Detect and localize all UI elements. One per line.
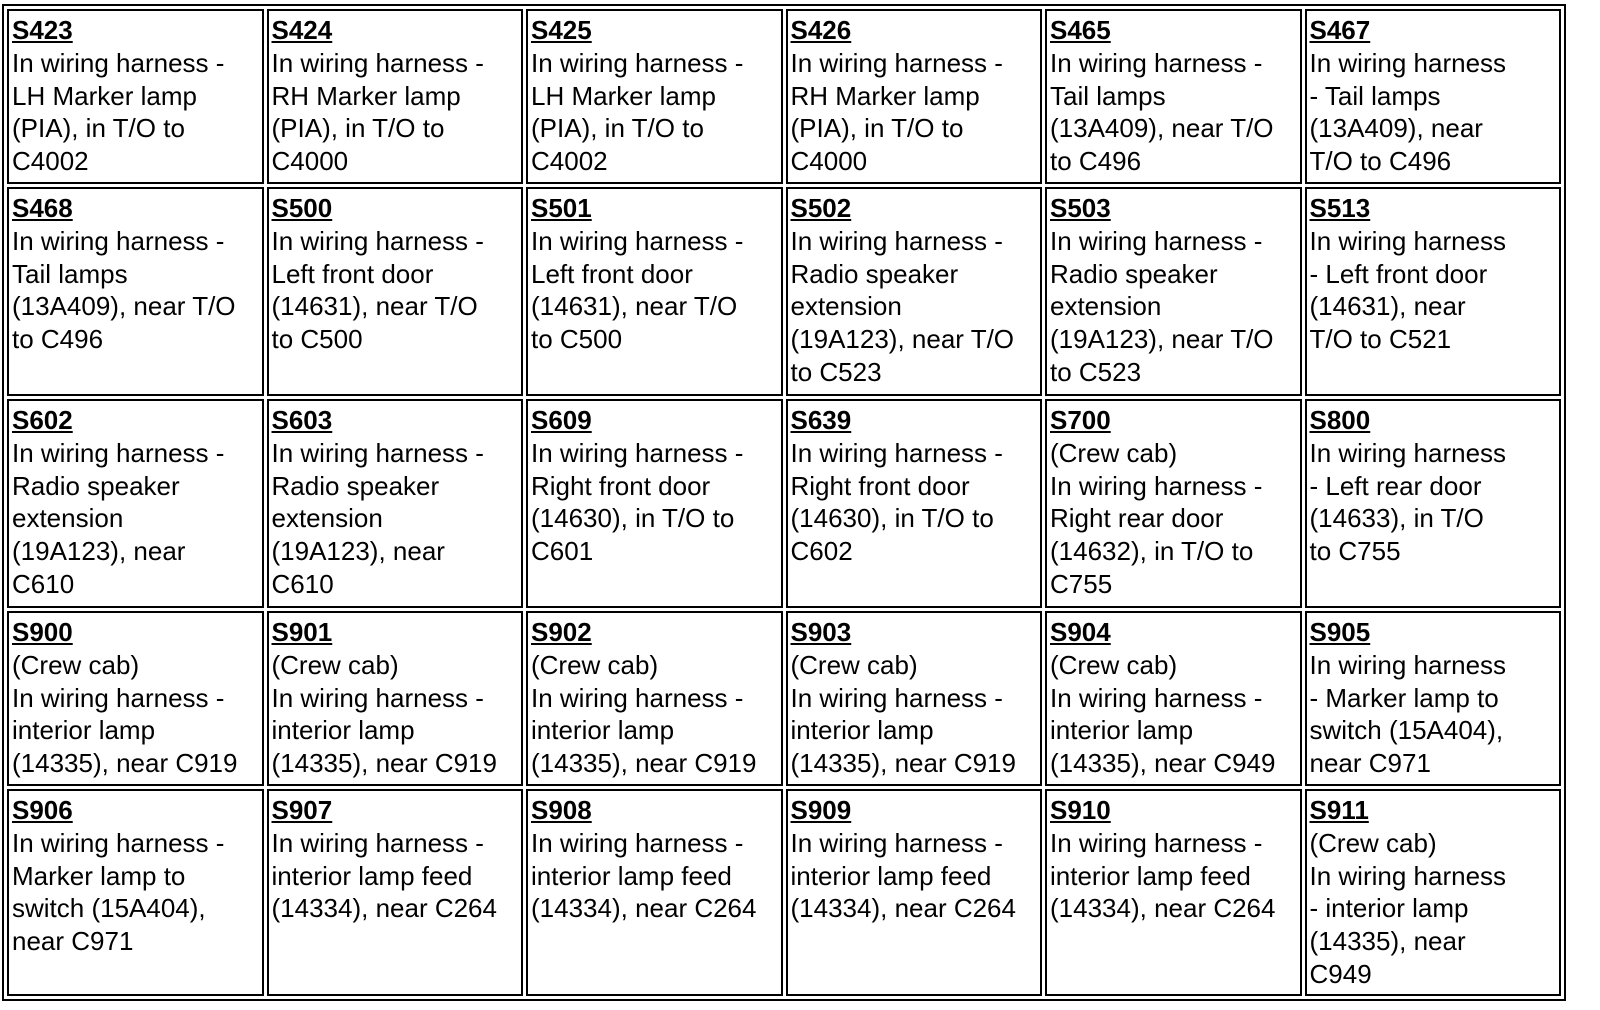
splice-cell [267,611,524,786]
splice-cell [1045,789,1302,996]
splice-id-label: S902 [531,617,592,647]
splice-id-label: S424 [271,15,333,45]
splice-description-line: C4002 [12,146,89,177]
splice-description-line: extension [12,503,124,534]
table-row [7,187,1561,396]
splice-description-line: T/O to C496 [1309,146,1452,177]
splice-description-line: Radio speaker [790,258,959,289]
splice-description-line: In wiring harness - [531,827,744,858]
splice-description-line: C602 [790,536,853,567]
splice-description-line: (19A123), near [271,536,445,567]
splice-id-label: S904 [1050,617,1111,647]
splice-description-line: near C971 [12,926,134,957]
splice-description-line: In wiring harness - [12,437,225,468]
splice-description-line: (14334), near C264 [531,893,757,924]
splice-description-line: to C496 [12,324,104,355]
splice-cell [267,399,524,608]
splice-cell [786,611,1043,786]
splice-description-line: (Crew cab) [271,649,399,680]
splice-description-line: In wiring harness - [790,437,1003,468]
splice-id-label: S426 [790,15,852,45]
splice-description-line: (Crew cab) [1050,437,1178,468]
splice-cell [7,789,264,996]
splice-description-line: to C496 [1050,146,1142,177]
splice-id-label: S909 [790,795,852,825]
splice-id-label: S911 [1309,795,1369,825]
splice-description-line: (PIA), in T/O to [271,113,445,144]
splice-description-line: In wiring harness - [12,827,225,858]
splice-description-line: LH Marker lamp [12,80,197,111]
splice-id-label: S602 [12,405,73,435]
splice-description-line: interior lamp [531,715,675,746]
splice-description-line: In wiring harness [1309,47,1507,78]
splice-description-line: C601 [531,536,594,567]
splice-description-line: In wiring harness - [1050,827,1263,858]
splice-description-line: (14630), in T/O to [790,503,994,534]
splice-cell [1305,399,1562,608]
splice-description-line: Right front door [531,470,711,501]
splice-description-line: interior lamp feed [1050,860,1251,891]
splice-cell [1305,611,1562,786]
splice-cell [526,611,783,786]
splice-id-label: S603 [271,405,333,435]
splice-id-label: S906 [12,795,73,825]
splice-description-line: C4002 [531,146,608,177]
splice-cell [526,789,783,996]
splice-id-label: S425 [531,15,592,45]
splice-cell [786,789,1043,996]
splice-cell [786,9,1043,184]
splice-description-line: LH Marker lamp [531,80,716,111]
splice-description-line: In wiring harness [1309,225,1507,256]
splice-description-line: C4000 [790,146,868,177]
splice-description-line: In wiring harness - [12,682,225,713]
table-row [7,789,1561,996]
splice-description-line: (19A123), near T/O [790,324,1015,355]
splice-id-label: S700 [1050,405,1111,435]
splice-description-line: Left front door [531,258,693,289]
splice-description-line: Right rear door [1050,503,1224,534]
splice-description-line: In wiring harness [1309,437,1507,468]
splice-id-label: S903 [790,617,852,647]
splice-description-line: (PIA), in T/O to [531,113,704,144]
splice-description-line: (PIA), in T/O to [790,113,964,144]
splice-cell [1305,187,1562,396]
splice-cell [7,9,264,184]
splice-description-line: near C971 [1309,748,1431,779]
splice-description-line: (14335), near C949 [1050,748,1276,779]
splice-description-line: - Marker lamp to [1309,682,1499,713]
splice-description-line: (13A409), near T/O [1050,113,1274,144]
splice-id-label: S423 [12,15,73,45]
splice-description-line: (14631), near T/O [271,291,478,322]
splice-cell [267,9,524,184]
splice-description-line: extension [271,503,383,534]
splice-description-line: (14633), in T/O [1309,503,1484,534]
splice-description-line: C610 [271,568,334,599]
splice-description-line: (Crew cab) [1050,649,1178,680]
splice-description-line: Tail lamps [1050,80,1166,111]
splice-cell [7,611,264,786]
splice-id-label: S639 [790,405,852,435]
splice-description-line: interior lamp [271,715,415,746]
splice-description-line: In wiring harness - [1050,47,1263,78]
splice-description-line: In wiring harness - [12,225,225,256]
splice-description-line: Tail lamps [12,258,128,289]
splice-description-line: In wiring harness - [271,47,484,78]
splice-description-line: (Crew cab) [531,649,659,680]
splice-description-line: interior lamp feed [271,860,473,891]
splice-description-line: interior lamp [790,715,934,746]
splice-id-label: S513 [1309,193,1371,223]
splice-cell [267,789,524,996]
splice-description-line: Left front door [271,258,434,289]
splice-cell [786,187,1043,396]
splice-description-line: In wiring harness - [790,682,1003,713]
splice-id-label: S908 [531,795,592,825]
splice-description-line: In wiring harness - [790,827,1003,858]
splice-cell [786,399,1043,608]
splice-description-line: (PIA), in T/O to [12,113,185,144]
splice-description-line: In wiring harness [1309,649,1507,680]
table-row [7,399,1561,608]
splice-cell [267,187,524,396]
splice-description-line: (14630), in T/O to [531,503,735,534]
splice-id-label: S503 [1050,193,1111,223]
splice-description-line: (14334), near C264 [790,893,1016,924]
splice-id-label: S800 [1309,405,1371,435]
splice-description-line: to C500 [531,324,623,355]
splice-description-line: Radio speaker [271,470,440,501]
splice-description-line: (14335), near [1309,926,1466,957]
splice-description-line: Right front door [790,470,970,501]
splice-description-line: (13A409), near [1309,113,1483,144]
table-row [7,611,1561,786]
splice-description-line: interior lamp feed [790,860,992,891]
splice-description-line: In wiring harness - [531,225,744,256]
splice-description-line: (14335), near C919 [12,748,238,779]
splice-description-line: C755 [1050,568,1113,599]
splice-description-line: In wiring harness - [531,437,744,468]
splice-description-line: (14335), near C919 [271,748,497,779]
splice-description-line: extension [1050,291,1162,322]
splice-description-line: In wiring harness - [12,47,225,78]
splice-description-line: (Crew cab) [12,649,140,680]
splice-description-line: In wiring harness - [271,225,484,256]
splice-cell [1045,399,1302,608]
splice-description-line: (14631), near T/O [531,291,738,322]
splice-description-line: switch (15A404), [1309,715,1504,746]
splice-description-line: interior lamp [1050,715,1194,746]
splice-cell [1045,611,1302,786]
splice-id-label: S907 [271,795,333,825]
splice-description-line: (19A123), near [12,536,186,567]
splice-cell [1045,187,1302,396]
splice-location-table [2,4,1566,1001]
splice-description-line: In wiring harness - [531,47,744,78]
splice-description-line: to C500 [271,324,363,355]
splice-cell [526,399,783,608]
splice-cell [1045,9,1302,184]
splice-id-label: S910 [1050,795,1111,825]
splice-id-label: S905 [1309,617,1371,647]
splice-description-line: to C523 [790,356,882,387]
splice-description-line: (Crew cab) [1309,827,1437,858]
splice-description-line: In wiring harness - [1050,682,1263,713]
splice-description-line: - Left rear door [1309,470,1482,501]
splice-description-line: (14631), near [1309,291,1466,322]
splice-id-label: S501 [531,193,592,223]
splice-description-line: C949 [1309,958,1372,989]
splice-description-line: (13A409), near T/O [12,291,236,322]
splice-description-line: In wiring harness - [271,437,484,468]
splice-id-label: S901 [271,617,333,647]
splice-description-line: to C755 [1309,536,1401,567]
splice-description-line: - Left front door [1309,258,1488,289]
splice-description-line: interior lamp feed [531,860,732,891]
table-row [7,9,1561,184]
splice-id-label: S467 [1309,15,1371,45]
splice-table-body [7,9,1561,996]
splice-description-line: C610 [12,568,75,599]
splice-cell [1305,9,1562,184]
splice-description-line: Marker lamp to [12,860,186,891]
splice-description-line: Radio speaker [1050,258,1218,289]
splice-cell [7,399,264,608]
splice-description-line: In wiring harness - [271,682,484,713]
splice-description-line: In wiring harness - [1050,470,1263,501]
splice-description-line: interior lamp [12,715,156,746]
splice-description-line: In wiring harness - [790,47,1003,78]
splice-description-line: RH Marker lamp [271,80,461,111]
splice-description-line: In wiring harness - [1050,225,1263,256]
splice-description-line: In wiring harness - [271,827,484,858]
splice-cell [1305,789,1562,996]
splice-cell [526,9,783,184]
splice-description-line: (14335), near C919 [531,748,757,779]
splice-description-line: (19A123), near T/O [1050,324,1274,355]
splice-description-line: In wiring harness [1309,860,1507,891]
splice-id-label: S468 [12,193,73,223]
splice-description-line: In wiring harness - [531,682,744,713]
splice-id-label: S900 [12,617,73,647]
splice-cell [526,187,783,396]
splice-description-line: (Crew cab) [790,649,918,680]
splice-description-line: C4000 [271,146,349,177]
splice-description-line: (14334), near C264 [271,893,497,924]
splice-id-label: S465 [1050,15,1111,45]
splice-description-line: (14335), near C919 [790,748,1016,779]
splice-id-label: S609 [531,405,592,435]
splice-description-line: switch (15A404), [12,893,206,924]
splice-description-line: - Tail lamps [1309,80,1441,111]
splice-description-line: T/O to C521 [1309,324,1452,355]
splice-cell [7,187,264,396]
splice-description-line: (14334), near C264 [1050,893,1276,924]
splice-description-line: - interior lamp [1309,893,1469,924]
splice-id-label: S502 [790,193,852,223]
splice-description-line: to C523 [1050,356,1142,387]
splice-description-line: Radio speaker [12,470,180,501]
splice-description-line: extension [790,291,902,322]
splice-id-label: S500 [271,193,333,223]
splice-description-line: (14632), in T/O to [1050,536,1254,567]
splice-description-line: In wiring harness - [790,225,1003,256]
splice-description-line: RH Marker lamp [790,80,980,111]
